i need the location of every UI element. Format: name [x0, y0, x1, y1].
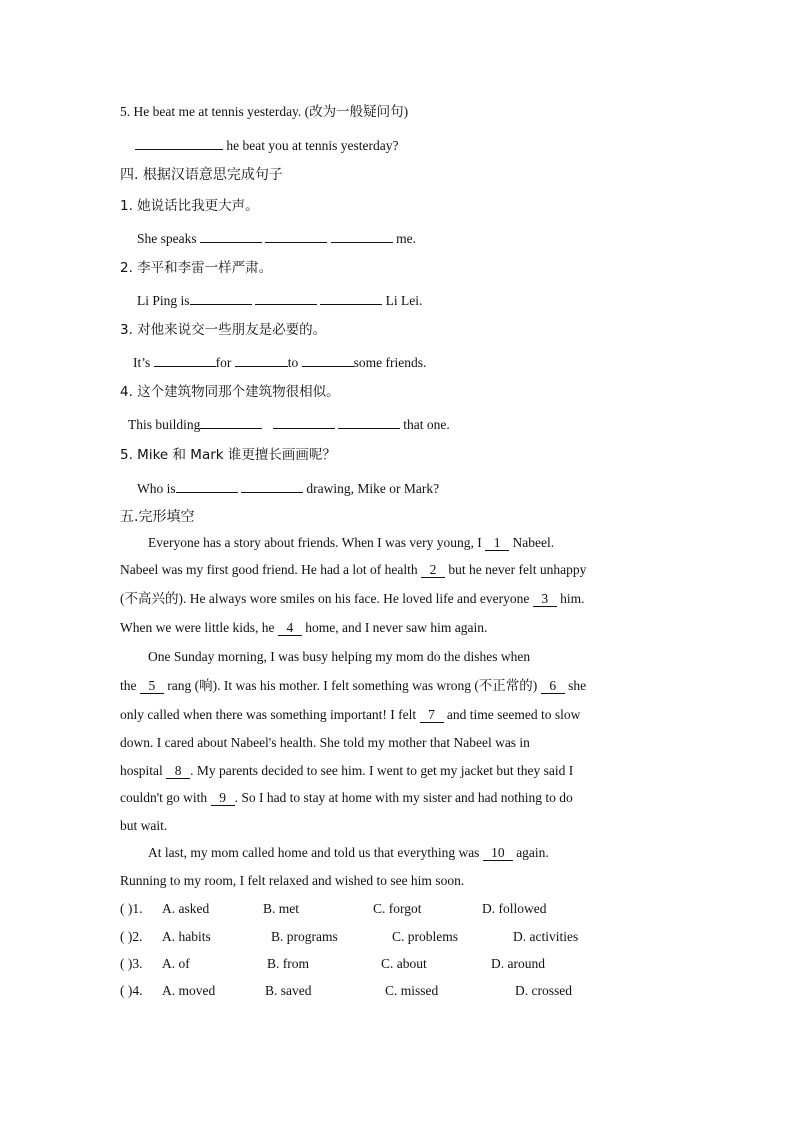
option-d[interactable]: D. around — [491, 956, 545, 971]
translation-prompt: 5. Mike 和 Mark 谁更擅长画画呢？ — [120, 447, 336, 463]
option-b[interactable]: B. from — [267, 956, 309, 971]
answer-blank[interactable] — [320, 290, 382, 305]
passage-text: rang (响). It was his mother. I felt something was wrong (不正常的) — [163, 678, 541, 693]
cloze-blank-number[interactable]: 5 — [140, 678, 164, 694]
answer-blank[interactable] — [235, 352, 288, 367]
passage-line — [148, 844, 549, 862]
answer-line — [135, 135, 398, 155]
passage-text: At last, my mom called home and told us that everything was — [148, 845, 483, 860]
option-c[interactable]: C. forgot — [373, 901, 422, 916]
option-question-number[interactable]: ( )4. — [120, 983, 143, 998]
option-d[interactable]: D. activities — [513, 929, 579, 944]
answer-text: that one. — [399, 417, 450, 432]
answer-text: me. — [392, 231, 416, 246]
passage-line — [120, 706, 580, 724]
translation-answer — [137, 228, 416, 248]
option-b[interactable]: B. saved — [265, 983, 312, 998]
answer-blank[interactable] — [200, 414, 262, 429]
cloze-blank-number[interactable]: 3 — [533, 591, 557, 607]
answer-text: It’s — [133, 355, 154, 370]
answer-blank[interactable] — [154, 352, 216, 367]
option-b[interactable]: B. met — [263, 901, 299, 916]
question-text: 5. He beat me at tennis yesterday. (改为一般疑问句) — [120, 104, 409, 119]
option-a[interactable]: A. asked — [162, 901, 210, 916]
option-a[interactable]: A. of — [162, 956, 190, 971]
answer-text: for — [215, 355, 235, 370]
passage-text: she — [564, 678, 587, 693]
passage-text: and time seemed to slow — [443, 707, 581, 722]
translation-prompt: 2. 李平和李雷一样严肃。 — [120, 260, 273, 276]
answer-blank[interactable] — [135, 135, 223, 150]
passage-text: only called when there was something important! I felt — [120, 707, 420, 722]
answer-text: Who is — [137, 481, 176, 496]
option-question-number[interactable]: ( )1. — [120, 901, 143, 916]
option-d[interactable]: D. followed — [482, 901, 547, 916]
passage-text: Everyone has a story about friends. When I was very young, I — [148, 535, 486, 550]
passage-text: couldn't go with — [120, 790, 211, 805]
answer-blank[interactable] — [255, 290, 317, 305]
cloze-blank-number[interactable]: 1 — [485, 535, 509, 551]
passage-line — [120, 677, 586, 695]
option-a[interactable]: A. moved — [162, 983, 216, 998]
passage-text: the — [120, 678, 140, 693]
cloze-blank-number[interactable]: 8 — [166, 763, 190, 779]
passage-line — [120, 590, 585, 608]
passage-text: Nabeel. — [509, 535, 555, 550]
answer-blank[interactable] — [273, 414, 335, 429]
option-a[interactable]: A. habits — [162, 929, 211, 944]
cloze-blank-number[interactable]: 4 — [278, 620, 302, 636]
passage-text: (不高兴的). He always wore smiles on his face. He loved life and everyone — [120, 591, 533, 606]
option-question-number[interactable]: ( )2. — [120, 929, 143, 944]
passage-text: again. — [512, 845, 549, 860]
cloze-blank-number[interactable]: 7 — [420, 707, 444, 723]
translation-prompt: 4. 这个建筑物同那个建筑物很相似。 — [120, 384, 340, 400]
passage-text: hospital — [120, 763, 167, 778]
answer-blank[interactable] — [190, 290, 252, 305]
passage-line — [120, 561, 586, 579]
option-c[interactable]: C. missed — [385, 983, 439, 998]
translation-prompt: 3. 对他来说交一些朋友是必要的。 — [120, 322, 327, 338]
passage-text: Nabeel was my first good friend. He had a lot of health — [120, 562, 422, 577]
answer-tail-text: he beat you at tennis yesterday? — [223, 138, 399, 153]
translation-answer — [133, 352, 426, 372]
section-heading: 四. 根据汉语意思完成句子 — [120, 167, 283, 183]
passage-line: Running to my room, I felt relaxed and wished to see him soon. — [120, 873, 465, 888]
answer-blank[interactable] — [265, 228, 327, 243]
passage-text: home, and I never saw him again. — [301, 620, 488, 635]
option-b[interactable]: B. programs — [271, 929, 338, 944]
passage-text: When we were little kids, he — [120, 620, 278, 635]
option-question-number[interactable]: ( )3. — [120, 956, 143, 971]
translation-answer — [137, 478, 439, 498]
answer-text: Li Lei. — [382, 293, 423, 308]
passage-line — [148, 534, 554, 552]
cloze-blank-number[interactable]: 6 — [541, 678, 565, 694]
answer-text: some friends. — [353, 355, 427, 370]
cloze-blank-number[interactable]: 9 — [211, 790, 235, 806]
passage-line: down. I cared about Nabeel's health. She told my mother that Nabeel was in — [120, 735, 530, 750]
passage-line: but wait. — [120, 818, 168, 833]
passage-line — [120, 619, 487, 637]
passage-line — [120, 789, 573, 807]
translation-prompt: 1. 她说话比我更大声。 — [120, 198, 259, 214]
answer-blank[interactable] — [176, 478, 238, 493]
translation-answer — [128, 414, 450, 434]
passage-text: him. — [556, 591, 585, 606]
answer-blank[interactable] — [331, 228, 393, 243]
answer-text: This building — [128, 417, 201, 432]
answer-blank[interactable] — [302, 352, 354, 367]
passage-line: One Sunday morning, I was busy helping my mom do the dishes when — [148, 649, 531, 664]
option-d[interactable]: D. crossed — [515, 983, 572, 998]
passage-text: . My parents decided to see him. I went to get my jacket but they said I — [190, 763, 574, 778]
passage-text: but he never felt unhappy — [445, 562, 587, 577]
translation-answer — [137, 290, 422, 310]
answer-text: She speaks — [137, 231, 200, 246]
answer-text: Li Ping is — [137, 293, 190, 308]
answer-blank[interactable] — [338, 414, 400, 429]
answer-blank[interactable] — [241, 478, 303, 493]
passage-text: . So I had to stay at home with my sister and had nothing to do — [234, 790, 573, 805]
answer-text: to — [287, 355, 302, 370]
passage-line — [120, 762, 573, 780]
answer-blank[interactable] — [200, 228, 262, 243]
cloze-blank-number[interactable]: 10 — [483, 845, 513, 861]
option-c[interactable]: C. problems — [392, 929, 458, 944]
section-heading: 五.完形填空 — [120, 509, 195, 525]
answer-text: drawing, Mike or Mark? — [303, 481, 440, 496]
option-c[interactable]: C. about — [381, 956, 427, 971]
cloze-blank-number[interactable]: 2 — [421, 562, 445, 578]
